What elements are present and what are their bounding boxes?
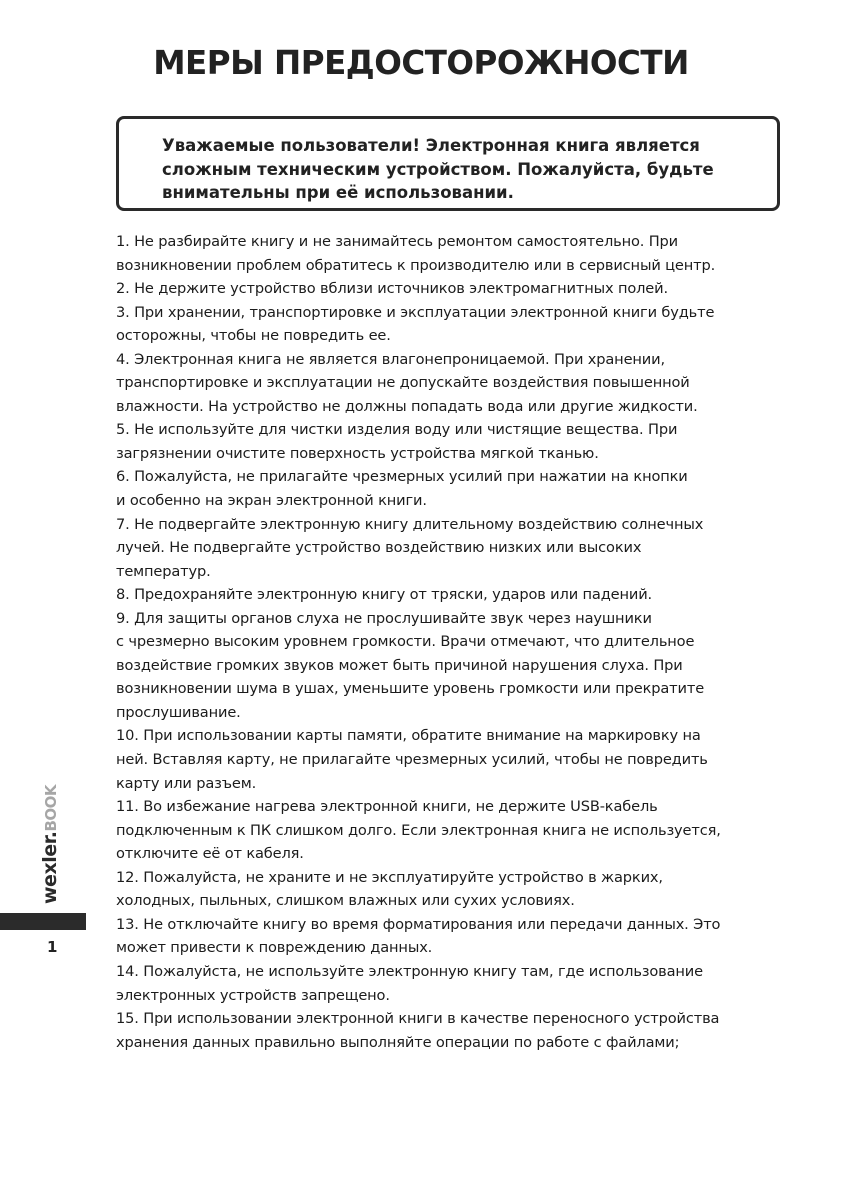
brand-suffix: BOOK bbox=[42, 784, 60, 832]
body-line: осторожны, чтобы не повредить ее. bbox=[116, 327, 391, 345]
body-line: 4. Электронная книга не является влагонепроницаемой. При хранении, bbox=[116, 350, 665, 368]
body-line: 11. Во избежание нагрева электронной книги, не держите USB-кабель bbox=[116, 798, 658, 816]
body-line: возникновении шума в ушах, уменьшите уровень громкости или прекратите bbox=[116, 680, 705, 698]
body-line: отключите её от кабеля. bbox=[116, 845, 304, 863]
body-line: 6. Пожалуйста, не прилагайте чрезмерных усилий при нажатии на кнопки bbox=[116, 468, 688, 486]
body-line: 9. Для защиты органов слуха не прослушивайте звук через наушники bbox=[116, 609, 652, 627]
body-line: 14. Пожалуйста, не используйте электронную книгу там, где использование bbox=[116, 962, 703, 980]
body-line: и особенно на экран электронной книги. bbox=[116, 492, 427, 510]
notice-line: внимательны при её использовании. bbox=[162, 183, 514, 202]
page-title: МЕРЫ ПРЕДОСТОРОЖНОСТИ bbox=[153, 44, 689, 82]
body-line: возникновении проблем обратитесь к производителю или в сервисный центр. bbox=[116, 256, 716, 274]
body-line: 12. Пожалуйста, не храните и не эксплуатируйте устройство в жарких, bbox=[116, 868, 663, 886]
body-line: электронных устройств запрещено. bbox=[116, 986, 390, 1004]
brand-name: wexler bbox=[39, 838, 61, 904]
svg-text:wexler.BOOK bbox=[39, 783, 61, 904]
body-line: лучей. Не подвергайте устройство воздействию низких или высоких bbox=[116, 539, 642, 557]
brand-logo-svg bbox=[32, 756, 66, 906]
body-line: транспортировке и эксплуатации не допускайте воздействия повышенной bbox=[116, 374, 690, 392]
notice-text bbox=[162, 134, 762, 205]
body-line: 5. Не используйте для чистки изделия воду или чистящие вещества. При bbox=[116, 421, 678, 439]
page-number: 1 bbox=[47, 938, 58, 956]
precautions-list bbox=[116, 230, 796, 1054]
body-line: может привести к повреждению данных. bbox=[116, 939, 433, 957]
brand-logo bbox=[32, 756, 66, 906]
body-line: влажности. На устройство не должны попадать вода или другие жидкости. bbox=[116, 397, 698, 415]
notice-line: Уважаемые пользователи! Электронная книга является bbox=[162, 136, 700, 155]
body-line: прослушивание. bbox=[116, 703, 241, 721]
page-marker-bar bbox=[0, 913, 86, 930]
body-line: ней. Вставляя карту, не прилагайте чрезмерных усилий, чтобы не повредить bbox=[116, 751, 708, 769]
body-line: загрязнении очистите поверхность устройства мягкой тканью. bbox=[116, 444, 599, 462]
body-line: 15. При использовании электронной книги в качестве переносного устройства bbox=[116, 1010, 720, 1028]
body-line: 3. При хранении, транспортировке и эксплуатации электронной книги будьте bbox=[116, 303, 715, 321]
body-line: с чрезмерно высоким уровнем громкости. Врачи отмечают, что длительное bbox=[116, 633, 695, 651]
notice-box bbox=[116, 116, 780, 211]
body-line: воздействие громких звуков может быть причиной нарушения слуха. При bbox=[116, 656, 683, 674]
body-line: 7. Не подвергайте электронную книгу длительному воздействию солнечных bbox=[116, 515, 704, 533]
body-line: 10. При использовании карты памяти, обратите внимание на маркировку на bbox=[116, 727, 701, 745]
body-line: температур. bbox=[116, 562, 211, 580]
body-line: хранения данных правильно выполняйте операции по работе с файлами; bbox=[116, 1033, 680, 1051]
notice-line: сложным техническим устройством. Пожалуйста, будьте bbox=[162, 159, 714, 179]
body-line: 1. Не разбирайте книгу и не занимайтесь ремонтом самостоятельно. При bbox=[116, 233, 679, 250]
body-line: подключенным к ПК слишком долго. Если электронная книга не используется, bbox=[116, 821, 721, 839]
body-line: 13. Не отключайте книгу во время форматирования или передачи данных. Это bbox=[116, 915, 721, 933]
body-line: карту или разъем. bbox=[116, 774, 257, 792]
body-line: 2. Не держите устройство вблизи источников электромагнитных полей. bbox=[116, 280, 668, 298]
body-line: холодных, пыльных, слишком влажных или сухих условиях. bbox=[116, 892, 575, 910]
brand-dot: . bbox=[39, 831, 61, 839]
body-line: 8. Предохраняйте электронную книгу от тряски, ударов или падений. bbox=[116, 586, 653, 604]
